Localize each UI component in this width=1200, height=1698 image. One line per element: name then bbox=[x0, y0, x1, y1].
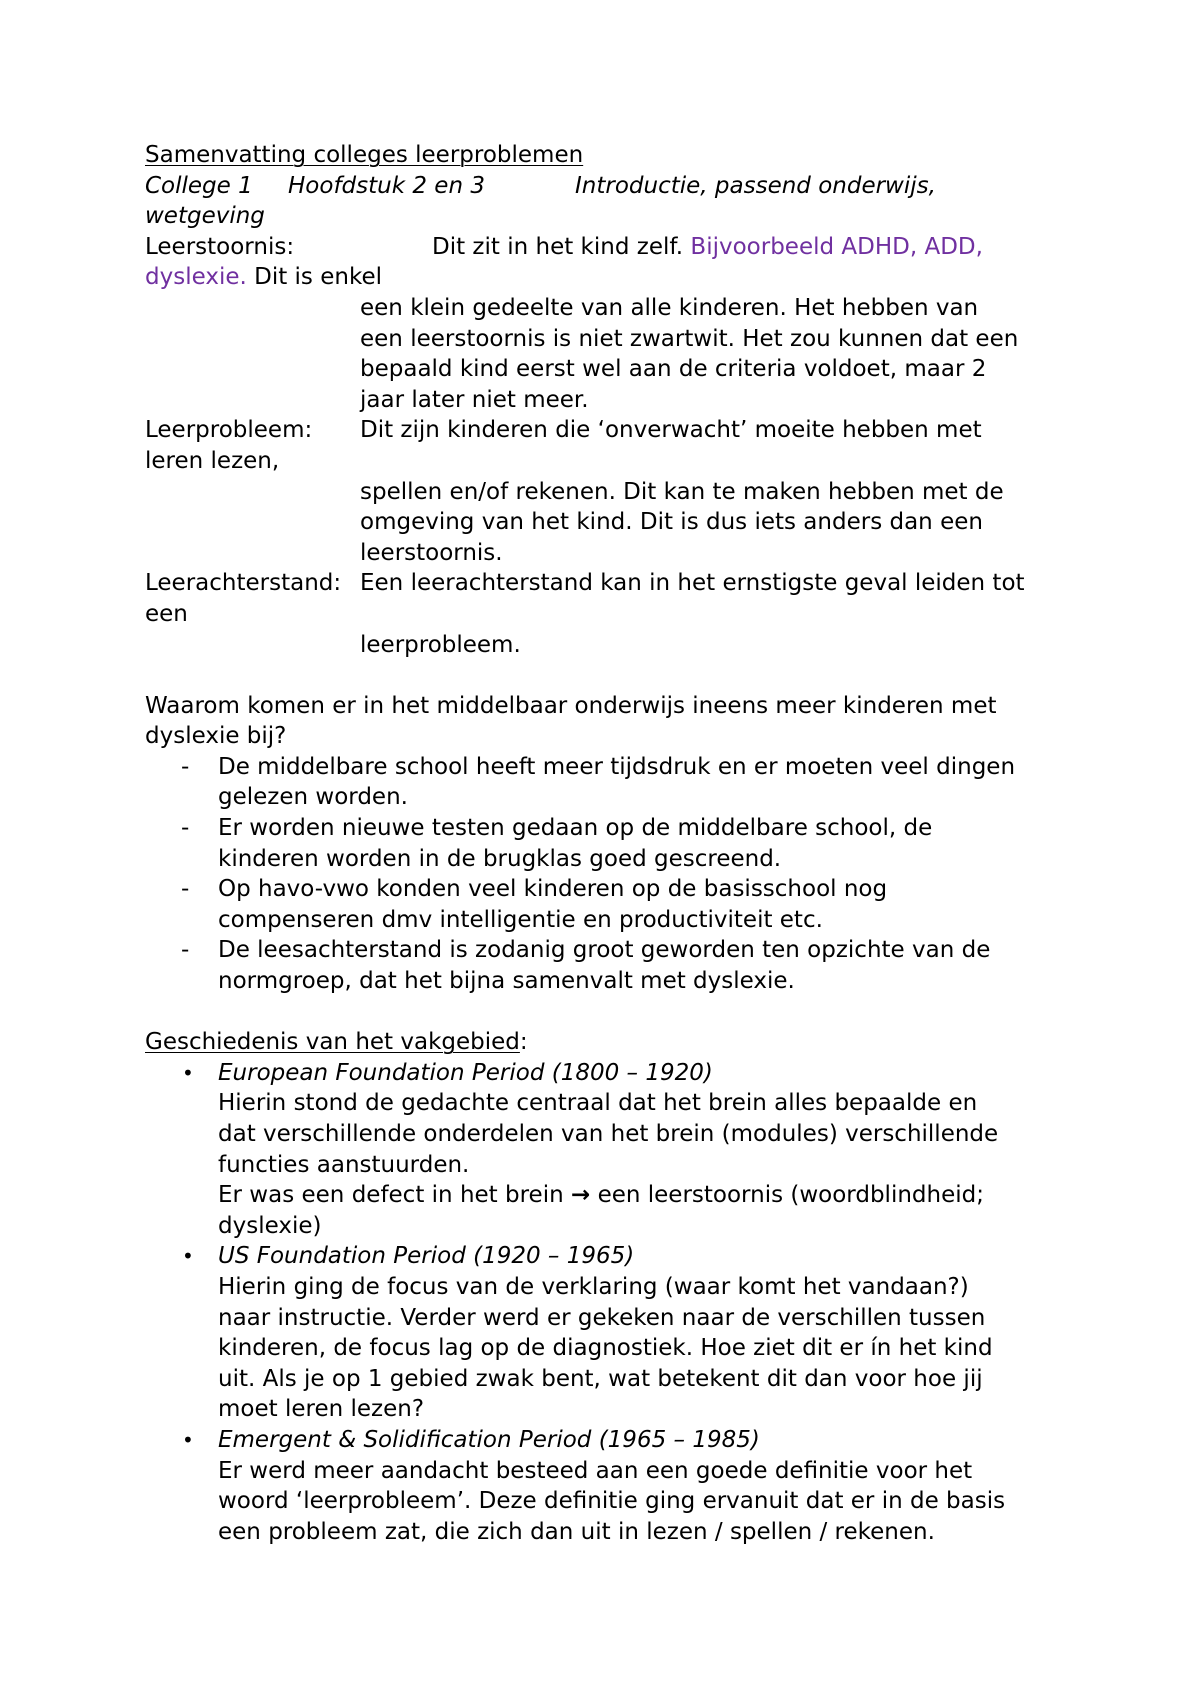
definition-leerachterstand bbox=[145, 568, 1085, 599]
list-item bbox=[145, 813, 1085, 874]
dash-marker: - bbox=[181, 753, 190, 780]
leerachterstand-first: Een leerachterstand kan in het ernstigste geval leiden tot bbox=[360, 570, 1025, 597]
period-text: functies aanstuurden. bbox=[218, 1151, 470, 1178]
period-text: moet leren lezen? bbox=[218, 1396, 425, 1423]
reasons-list bbox=[145, 752, 1085, 997]
list-item bbox=[145, 874, 1085, 935]
document-page bbox=[145, 140, 1085, 1547]
college-topic-wrap: wetgeving bbox=[145, 203, 265, 230]
list-item bbox=[145, 752, 1085, 813]
list-item-text: Er worden nieuwe testen gedaan op de middelbare school, de bbox=[218, 815, 933, 842]
leerstoornis-def-start: Dit zit in het kind zelf. bbox=[432, 233, 684, 260]
leerstoornis-cont: Dit is enkel bbox=[254, 264, 382, 291]
list-item-text: gelezen worden. bbox=[218, 784, 408, 811]
leerstoornis-line: een klein gedeelte van alle kinderen. Het hebben van bbox=[360, 294, 979, 321]
question-line: Waarom komen er in het middelbaar onderwijs ineens meer kinderen met bbox=[145, 692, 997, 719]
period-text bbox=[218, 1180, 1085, 1211]
history-heading-colon: : bbox=[519, 1029, 528, 1056]
term-leerachterstand: Leerachterstand: bbox=[145, 570, 342, 597]
leerprobleem-line: omgeving van het kind. Dit is dus iets anders dan een bbox=[360, 509, 983, 536]
college-topic: Introductie, passend onderwijs, bbox=[575, 172, 936, 199]
leerprobleem-line: leerstoornis. bbox=[360, 539, 503, 566]
list-item-text: normgroep, dat het bijna samenvalt met dyslexie. bbox=[218, 968, 795, 995]
leerprobleem-wrap: leren lezen, bbox=[145, 447, 280, 474]
college-header bbox=[145, 171, 1085, 202]
bullet-marker: • bbox=[182, 1244, 194, 1269]
dash-marker: - bbox=[181, 876, 190, 903]
leerstoornis-line: een leerstoornis is niet zwartwit. Het zou kunnen dat een bbox=[360, 325, 1019, 352]
list-item-text: compenseren dmv intelligentie en productiviteit etc. bbox=[218, 906, 823, 933]
term-leerprobleem: Leerprobleem: bbox=[145, 417, 313, 444]
dash-marker: - bbox=[181, 815, 190, 842]
leerstoornis-example: Bijvoorbeeld ADHD, ADD, bbox=[690, 233, 983, 260]
definition-leerstoornis bbox=[145, 232, 1085, 263]
spacer bbox=[145, 997, 1085, 1028]
history-heading bbox=[145, 1027, 1085, 1058]
list-item-text: De leesachterstand is zodanig groot geworden ten opzichte van de bbox=[218, 937, 991, 964]
period-text: woord ‘leerprobleem’. Deze definitie ging ervanuit dat er in de basis bbox=[218, 1488, 1006, 1515]
list-item-text: De middelbare school heeft meer tijdsdruk en er moeten veel dingen bbox=[218, 753, 1016, 780]
arrow-icon: → bbox=[570, 1182, 591, 1209]
bullet-marker: • bbox=[182, 1427, 194, 1452]
period-text: Hierin stond de gedachte centraal dat het brein alles bepaalde en bbox=[218, 1090, 978, 1117]
leerprobleem-first: Dit zijn kinderen die ‘onverwacht’ moeite hebben met bbox=[360, 417, 982, 444]
list-item bbox=[145, 1058, 1085, 1242]
period-text: Hierin ging de focus van de verklaring (waar komt het vandaan?) bbox=[218, 1273, 969, 1300]
list-item bbox=[145, 1241, 1085, 1425]
list-item-text: Op havo-vwo konden veel kinderen op de basisschool nog bbox=[218, 876, 888, 903]
leerstoornis-example-end: dyslexie. bbox=[145, 264, 247, 291]
period-name: Emergent & Solidification Period (1965 – 1985) bbox=[218, 1426, 760, 1453]
period-text: uit. Als je op 1 gebied zwak bent, wat betekent dit dan voor hoe jij bbox=[218, 1365, 983, 1392]
period-name: US Foundation Period (1920 – 1965) bbox=[218, 1243, 635, 1270]
period-text: naar instructie. Verder werd er gekeken naar de verschillen tussen bbox=[218, 1304, 986, 1331]
dash-marker: - bbox=[181, 937, 190, 964]
list-item-text: kinderen worden in de brugklas goed gescreend. bbox=[218, 845, 782, 872]
leerstoornis-line: bepaald kind eerst wel aan de criteria voldoet, maar 2 bbox=[360, 356, 987, 383]
leerprobleem-line: spellen en/of rekenen. Dit kan te maken hebben met de bbox=[360, 478, 1004, 505]
document-title: Samenvatting colleges leerproblemen bbox=[145, 142, 584, 168]
period-text: dat verschillende onderdelen van het brein (modules) verschillende bbox=[218, 1121, 999, 1147]
list-item bbox=[145, 935, 1085, 996]
college-number: College 1 bbox=[145, 172, 253, 199]
leerstoornis-line: jaar later niet meer. bbox=[360, 386, 589, 413]
period-text: kinderen, de focus lag op de diagnostiek. Hoe ziet dit er ín het kind bbox=[218, 1335, 993, 1362]
bullet-marker: • bbox=[182, 1060, 194, 1085]
college-chapters: Hoofdstuk 2 en 3 bbox=[288, 172, 485, 199]
question-line: dyslexie bij? bbox=[145, 723, 287, 750]
history-list bbox=[145, 1058, 1085, 1548]
leerachterstand-wrap: een bbox=[145, 600, 188, 627]
defect-pre: Er was een defect in het brein bbox=[218, 1182, 564, 1209]
term-leerstoornis: Leerstoornis: bbox=[145, 233, 295, 260]
period-text: Er werd meer aandacht besteed aan een goede definitie voor het bbox=[218, 1457, 973, 1484]
period-text: een probleem zat, die zich dan uit in lezen / spellen / rekenen. bbox=[218, 1518, 935, 1545]
definition-leerprobleem bbox=[145, 415, 1085, 446]
leerachterstand-line: leerprobleem. bbox=[360, 631, 521, 658]
list-item bbox=[145, 1425, 1085, 1547]
leerstoornis-example-wrap bbox=[145, 262, 1085, 293]
history-heading-text: Geschiedenis van het vakgebied bbox=[145, 1029, 520, 1056]
spacer bbox=[145, 660, 1085, 691]
period-name: European Foundation Period (1800 – 1920) bbox=[218, 1059, 713, 1086]
defect-post: een leerstoornis (woordblindheid; bbox=[597, 1182, 984, 1209]
period-text: dyslexie) bbox=[218, 1212, 322, 1239]
